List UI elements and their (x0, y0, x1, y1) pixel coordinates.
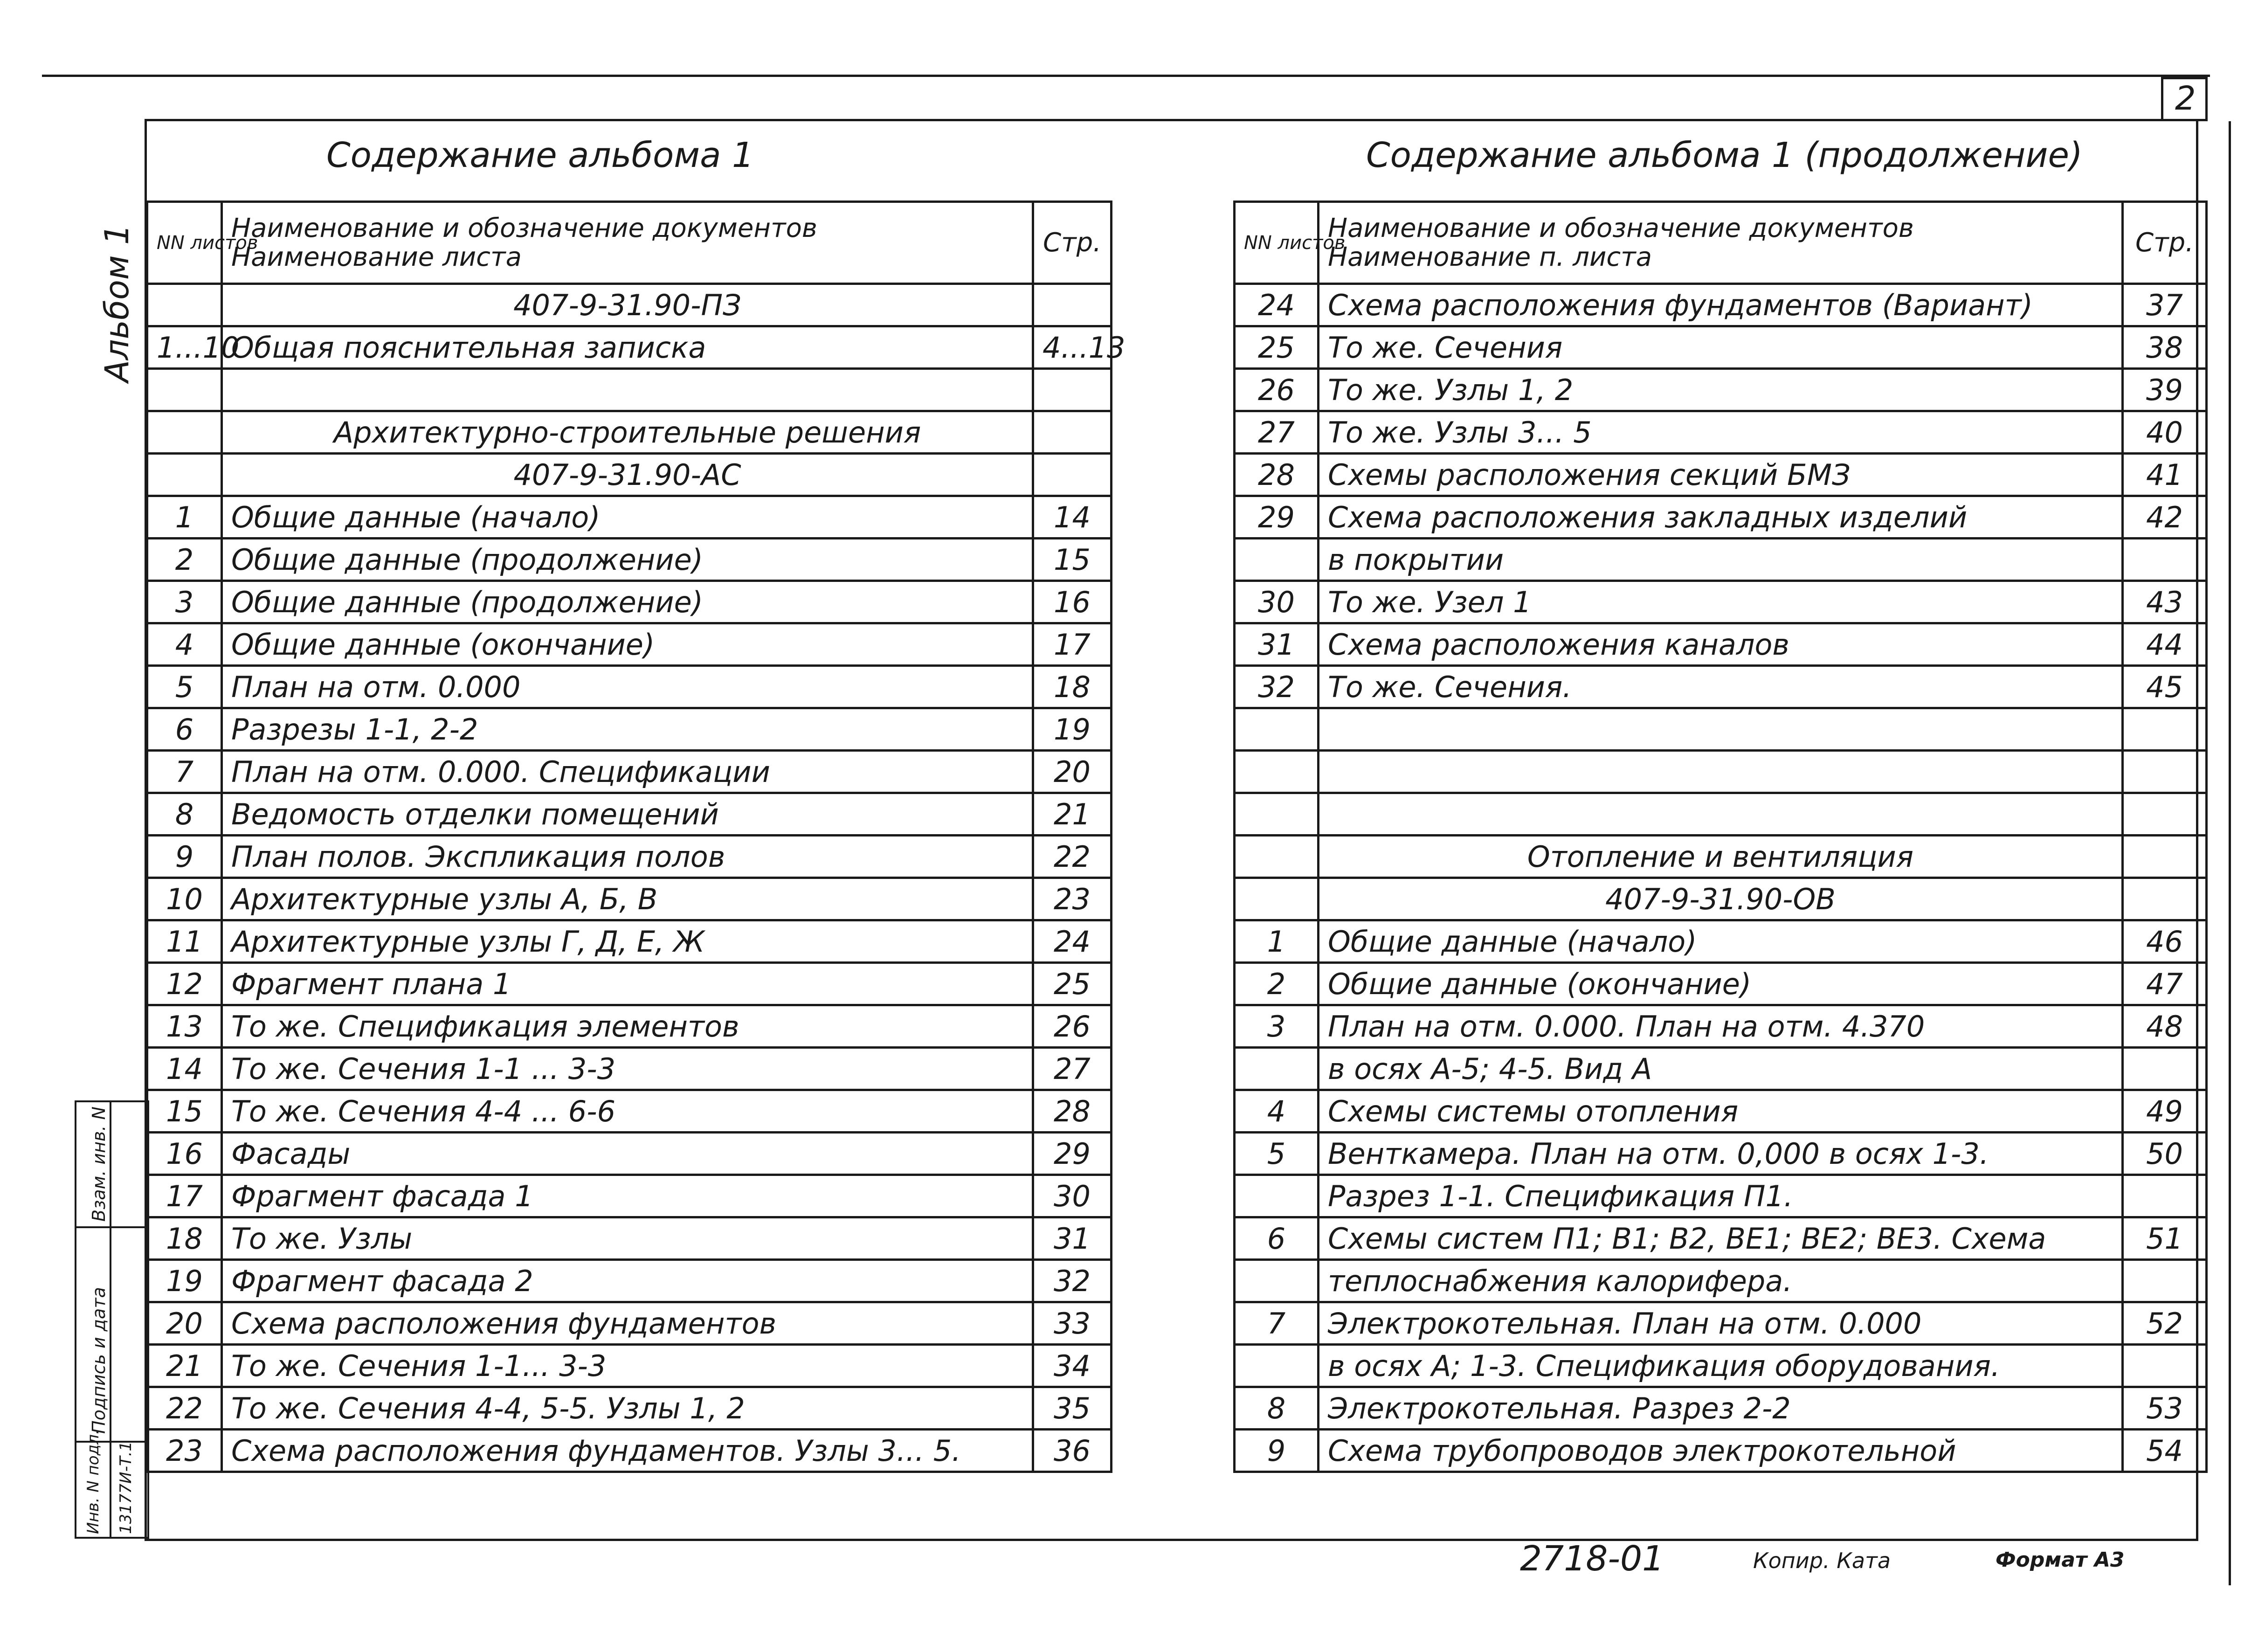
row-page: 34 (1033, 1345, 1112, 1387)
row-page: 37 (2123, 284, 2207, 326)
table-row (1235, 836, 2207, 878)
row-page: 52 (2123, 1302, 2207, 1345)
row-page: 48 (2123, 1005, 2207, 1048)
row-name: Общая пояснительная записка (222, 326, 1033, 369)
row-num: 8 (1235, 1387, 1319, 1430)
row-name: Фрагмент фасада 1 (222, 1175, 1033, 1217)
table-row (1235, 581, 2207, 623)
row-page: 51 (2123, 1217, 2207, 1260)
row-page: 36 (1033, 1430, 1112, 1472)
table-row (1235, 1175, 2207, 1217)
row-num: 32 (1235, 666, 1319, 708)
row-name: теплоснабжения калорифера. (1319, 1260, 2123, 1302)
table-row (1235, 1302, 2207, 1345)
row-page (2123, 836, 2207, 878)
table-row (147, 1005, 1112, 1048)
row-num: 19 (147, 1260, 222, 1302)
row-num (1235, 1260, 1319, 1302)
row-page (2123, 539, 2207, 581)
row-num: 30 (1235, 581, 1319, 623)
row-page: 27 (1033, 1048, 1112, 1090)
row-name: То же. Узлы 1, 2 (1319, 369, 2123, 411)
row-page: 44 (2123, 623, 2207, 666)
row-page: 24 (1033, 920, 1112, 963)
table-row (147, 1048, 1112, 1090)
row-num: 27 (1235, 411, 1319, 454)
row-num: 3 (147, 581, 222, 623)
row-num: 2 (147, 539, 222, 581)
row-num: 8 (147, 793, 222, 836)
row-num: 5 (147, 666, 222, 708)
row-num: 9 (147, 836, 222, 878)
table-row (1235, 496, 2207, 539)
header-num-label: NN листов (1244, 232, 1346, 254)
row-num: 7 (147, 751, 222, 793)
top-border-line (42, 75, 2210, 77)
row-num: 1 (147, 496, 222, 539)
table-row (147, 496, 1112, 539)
row-num: 1...10 (147, 326, 222, 369)
row-page (1033, 284, 1112, 326)
row-page (2123, 1048, 2207, 1090)
table-row (147, 963, 1112, 1005)
row-name: То же. Узел 1 (1319, 581, 2123, 623)
row-num: 4 (1235, 1090, 1319, 1133)
row-num: 7 (1235, 1302, 1319, 1345)
row-num: 28 (1235, 454, 1319, 496)
header-num (1235, 202, 1346, 284)
row-page (1033, 454, 1112, 496)
row-page: 39 (2123, 369, 2207, 411)
table-row (1235, 454, 2207, 496)
header-name (222, 202, 1033, 284)
row-page (2123, 878, 2207, 920)
table-row (147, 1260, 1112, 1302)
table-row (1235, 878, 2207, 920)
right-border-line (2229, 121, 2231, 1585)
row-num: 24 (1235, 284, 1319, 326)
row-page: 38 (2123, 326, 2207, 369)
row-page: 41 (2123, 454, 2207, 496)
footer-copied: Копир. Ката (1753, 1548, 1891, 1573)
table-row (147, 1430, 1112, 1472)
row-num (147, 411, 222, 454)
row-num: 3 (1235, 1005, 1319, 1048)
row-name: Схемы расположения секций БМЗ (1319, 454, 2123, 496)
row-name: 407-9-31.90-ОВ (1319, 878, 2123, 920)
table-row (1235, 666, 2207, 708)
table-row (147, 284, 1112, 326)
row-name: Схема расположения фундаментов (Вариант) (1319, 284, 2123, 326)
row-num (1235, 708, 1319, 751)
row-page: 30 (1033, 1175, 1112, 1217)
row-num: 4 (147, 623, 222, 666)
row-num: 14 (147, 1048, 222, 1090)
row-page: 22 (1033, 836, 1112, 878)
row-num (1235, 539, 1319, 581)
row-page: 29 (1033, 1133, 1112, 1175)
row-num: 25 (1235, 326, 1319, 369)
row-page (2123, 1260, 2207, 1302)
row-page: 25 (1033, 963, 1112, 1005)
table-row (147, 1345, 1112, 1387)
row-num: 1 (1235, 920, 1319, 963)
side-album-label: Альбом 1 (98, 224, 136, 382)
row-name: То же. Сечения 4-4 ... 6-6 (222, 1090, 1033, 1133)
table-row (1235, 623, 2207, 666)
table-row (1235, 1387, 2207, 1430)
table-row (1235, 1430, 2207, 1472)
row-name: Схема расположения закладных изделий (1319, 496, 2123, 539)
row-num (1235, 836, 1319, 878)
row-page: 35 (1033, 1387, 1112, 1430)
header-page: Стр. (2123, 202, 2207, 284)
header-name-line1: Наименование и обозначение документов (231, 213, 817, 243)
row-name: Общие данные (окончание) (1319, 963, 2123, 1005)
left-contents-table (146, 200, 1126, 1473)
row-num: 18 (147, 1217, 222, 1260)
row-name: План полов. Экспликация полов (222, 836, 1033, 878)
row-page: 15 (1033, 539, 1112, 581)
row-page (1033, 369, 1112, 411)
footer-code: 2718-01 (1520, 1539, 1664, 1579)
row-name: Схема трубопроводов электрокотельной (1319, 1430, 2123, 1472)
header-num-label: NN листов (157, 232, 258, 254)
row-page: 18 (1033, 666, 1112, 708)
table-row (147, 581, 1112, 623)
row-num (1235, 793, 1319, 836)
table-row (147, 1175, 1112, 1217)
table-row (147, 666, 1112, 708)
table-row (147, 454, 1112, 496)
row-page: 31 (1033, 1217, 1112, 1260)
row-num (1235, 878, 1319, 920)
row-page: 45 (2123, 666, 2207, 708)
row-name: То же. Узлы 3... 5 (1319, 411, 2123, 454)
table-row (1235, 708, 2207, 751)
row-page: 40 (2123, 411, 2207, 454)
row-name: То же. Сечения (1319, 326, 2123, 369)
table-row (1235, 284, 2207, 326)
stamp-replace-label: Взам. инв. N (89, 1106, 109, 1222)
table-row (1235, 411, 2207, 454)
row-page: 33 (1033, 1302, 1112, 1345)
row-num: 5 (1235, 1133, 1319, 1175)
row-name: Схемы систем П1; В1; В2, ВЕ1; ВЕ2; ВЕ3. Схема (1319, 1217, 2123, 1260)
row-name: 407-9-31.90-ПЗ (222, 284, 1033, 326)
row-page (2123, 708, 2207, 751)
row-page: 20 (1033, 751, 1112, 793)
row-page: 28 (1033, 1090, 1112, 1133)
row-num: 23 (147, 1430, 222, 1472)
row-num (1235, 1048, 1319, 1090)
row-name: Фасады (222, 1133, 1033, 1175)
row-page (2123, 1345, 2207, 1387)
row-num: 31 (1235, 623, 1319, 666)
stamp-divider (110, 1100, 111, 1539)
table-row (1235, 1133, 2207, 1175)
row-page: 50 (2123, 1133, 2207, 1175)
row-num: 21 (147, 1345, 222, 1387)
row-name: Архитектурные узлы Г, Д, Е, Ж (222, 920, 1033, 963)
row-name: То же. Сечения 1-1... 3-3 (222, 1345, 1033, 1387)
left-table-header (147, 202, 1112, 284)
table-row (147, 326, 1112, 369)
row-page (2123, 1175, 2207, 1217)
row-name: Электрокотельная. План на отм. 0.000 (1319, 1302, 2123, 1345)
row-page: 4...13 (1033, 326, 1112, 369)
row-name: 407-9-31.90-АС (222, 454, 1033, 496)
table-row (1235, 1217, 2207, 1260)
row-page: 17 (1033, 623, 1112, 666)
row-page: 14 (1033, 496, 1112, 539)
row-num: 20 (147, 1302, 222, 1345)
row-page (2123, 793, 2207, 836)
row-page: 47 (2123, 963, 2207, 1005)
table-row (147, 793, 1112, 836)
table-row (147, 1133, 1112, 1175)
row-page: 43 (2123, 581, 2207, 623)
stamp-sign-label: Подпись и дата (89, 1287, 109, 1434)
right-table-header (1235, 202, 2207, 284)
row-name: Схема расположения каналов (1319, 623, 2123, 666)
row-num (147, 454, 222, 496)
row-page: 32 (1033, 1260, 1112, 1302)
table-row (1235, 539, 2207, 581)
row-name: Общие данные (продолжение) (222, 581, 1033, 623)
table-row (1235, 793, 2207, 836)
row-num: 22 (147, 1387, 222, 1430)
row-page: 53 (2123, 1387, 2207, 1430)
row-num: 10 (147, 878, 222, 920)
row-page: 16 (1033, 581, 1112, 623)
row-name: Венткамера. План на отм. 0,000 в осях 1-3. (1319, 1133, 2123, 1175)
row-name: План на отм. 0.000. План на отм. 4.370 (1319, 1005, 2123, 1048)
table-row (1235, 1260, 2207, 1302)
row-name: Схема расположения фундаментов (222, 1302, 1033, 1345)
table-row (147, 1217, 1112, 1260)
row-name: То же. Спецификация элементов (222, 1005, 1033, 1048)
row-name: Электрокотельная. Разрез 2-2 (1319, 1387, 2123, 1430)
row-page: 19 (1033, 708, 1112, 751)
table-row (1235, 1005, 2207, 1048)
row-page (2123, 751, 2207, 793)
row-name: Архитектурно-строительные решения (222, 411, 1033, 454)
table-row (147, 836, 1112, 878)
table-row (147, 411, 1112, 454)
table-row (147, 369, 1112, 411)
row-name: План на отм. 0.000 (222, 666, 1033, 708)
row-num: 6 (1235, 1217, 1319, 1260)
table-row (1235, 920, 2207, 963)
footer-format: Формат А3 (1996, 1548, 2125, 1572)
row-name: в покрытии (1319, 539, 2123, 581)
header-num (147, 202, 258, 284)
stamp-inv-label: Инв. N подл. (84, 1429, 103, 1534)
row-name: План на отм. 0.000. Спецификации (222, 751, 1033, 793)
header-page: Стр. (1033, 202, 1112, 284)
table-row (147, 623, 1112, 666)
row-num: 26 (1235, 369, 1319, 411)
row-name: Разрез 1-1. Спецификация П1. (1319, 1175, 2123, 1217)
table-row (147, 1090, 1112, 1133)
table-row (1235, 963, 2207, 1005)
row-num: 16 (147, 1133, 222, 1175)
left-table-title: Содержание альбома 1 (326, 135, 754, 175)
row-page: 46 (2123, 920, 2207, 963)
row-num: 9 (1235, 1430, 1319, 1472)
right-contents-table (1233, 200, 2208, 1473)
row-page: 49 (2123, 1090, 2207, 1133)
row-name (1319, 793, 2123, 836)
table-row (1235, 369, 2207, 411)
right-table-title: Содержание альбома 1 (продолжение) (1366, 135, 2083, 175)
row-page: 42 (2123, 496, 2207, 539)
table-row (147, 539, 1112, 581)
stamp-inv-value: 13177И-Т.1 (117, 1441, 135, 1534)
row-name: Фрагмент плана 1 (222, 963, 1033, 1005)
row-num: 6 (147, 708, 222, 751)
row-num: 15 (147, 1090, 222, 1133)
row-name (1319, 708, 2123, 751)
row-num (1235, 1175, 1319, 1217)
row-name: Общие данные (продолжение) (222, 539, 1033, 581)
row-name: Схема расположения фундаментов. Узлы 3... 5. (222, 1430, 1033, 1472)
row-name: Общие данные (окончание) (222, 623, 1033, 666)
row-name: Ведомость отделки помещений (222, 793, 1033, 836)
header-name (1319, 202, 2123, 284)
row-page: 21 (1033, 793, 1112, 836)
table-row (147, 751, 1112, 793)
header-name-line2: Наименование листа (231, 242, 522, 272)
header-name-line1: Наименование и обозначение документов (1328, 213, 1914, 243)
table-row (147, 708, 1112, 751)
row-num (1235, 1345, 1319, 1387)
table-row (1235, 751, 2207, 793)
row-page: 54 (2123, 1430, 2207, 1472)
row-name: Фрагмент фасада 2 (222, 1260, 1033, 1302)
row-name: То же. Узлы (222, 1217, 1033, 1260)
row-name: в осях А; 1-3. Спецификация оборудования. (1319, 1345, 2123, 1387)
row-name: Отопление и вентиляция (1319, 836, 2123, 878)
row-num: 13 (147, 1005, 222, 1048)
row-name: То же. Сечения 1-1 ... 3-3 (222, 1048, 1033, 1090)
table-row (147, 1302, 1112, 1345)
table-row (1235, 1090, 2207, 1133)
row-num: 11 (147, 920, 222, 963)
sheet-number: 2 (2175, 79, 2196, 118)
row-name: Общие данные (начало) (1319, 920, 2123, 963)
row-num: 2 (1235, 963, 1319, 1005)
row-name (1319, 751, 2123, 793)
row-name: Схемы системы отопления (1319, 1090, 2123, 1133)
row-name: Архитектурные узлы А, Б, В (222, 878, 1033, 920)
row-num: 29 (1235, 496, 1319, 539)
row-num: 17 (147, 1175, 222, 1217)
header-name-line2: Наименование п. листа (1328, 242, 1652, 272)
row-num (1235, 751, 1319, 793)
row-page: 26 (1033, 1005, 1112, 1048)
row-page: 23 (1033, 878, 1112, 920)
row-name: в осях А-5; 4-5. Вид А (1319, 1048, 2123, 1090)
row-num (147, 284, 222, 326)
row-num: 12 (147, 963, 222, 1005)
row-name: То же. Сечения. (1319, 666, 2123, 708)
table-row (147, 1387, 1112, 1430)
table-row (147, 920, 1112, 963)
table-row (1235, 1048, 2207, 1090)
row-name: Разрезы 1-1, 2-2 (222, 708, 1033, 751)
row-page (1033, 411, 1112, 454)
row-name (222, 369, 1033, 411)
table-row (147, 878, 1112, 920)
row-name: То же. Сечения 4-4, 5-5. Узлы 1, 2 (222, 1387, 1033, 1430)
row-num (147, 369, 222, 411)
table-row (1235, 1345, 2207, 1387)
stamp-row-line-1 (75, 1226, 149, 1228)
table-row (1235, 326, 2207, 369)
row-name: Общие данные (начало) (222, 496, 1033, 539)
